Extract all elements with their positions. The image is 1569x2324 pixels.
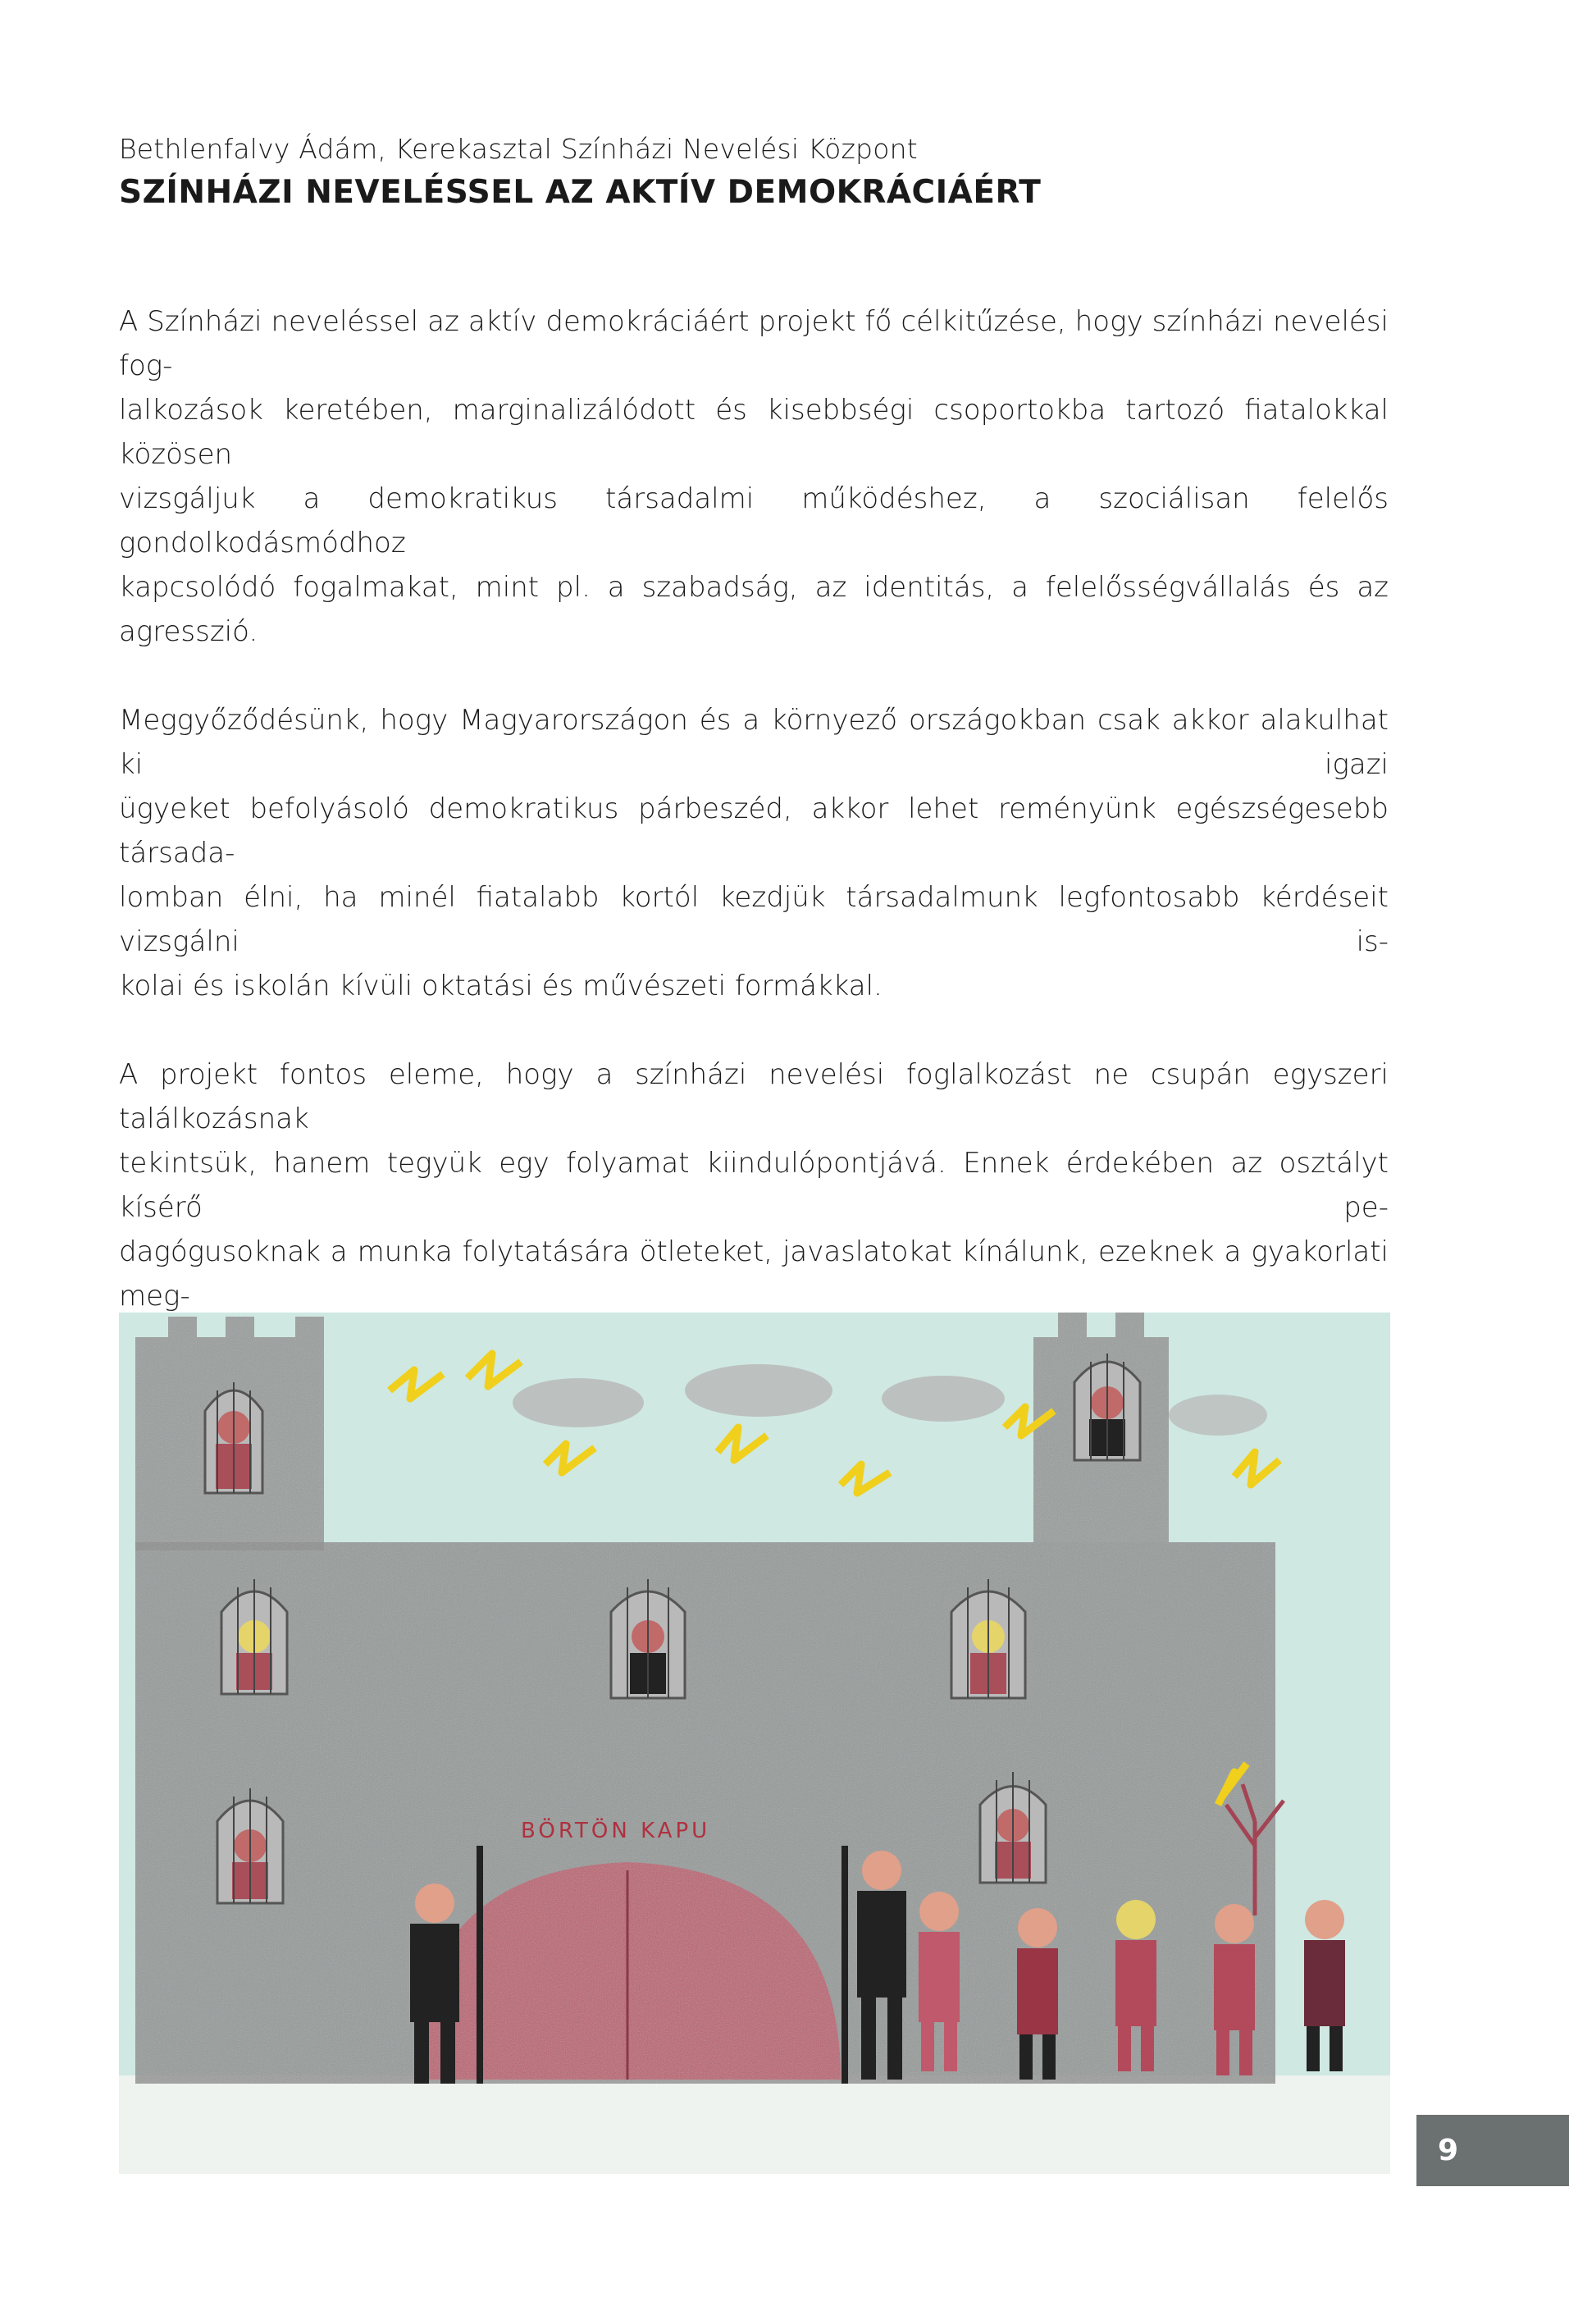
page-number — [1416, 2115, 1569, 2186]
cloud — [513, 1378, 644, 1427]
author-line: Bethlenfalvy Ádám, Kerekasztal Színházi Nevelési Központ — [119, 133, 918, 165]
cloud — [685, 1364, 832, 1417]
text-line: kapcsolódó fogalmakat, mint pl. a szabadság, az identitás, a felelősségvállalás és az agresszió. — [119, 571, 1389, 648]
cloud — [1169, 1395, 1267, 1436]
paragraph-2 — [119, 698, 1389, 1008]
paragraph-1 — [119, 299, 1389, 654]
text-line: kolai és iskolán kívüli oktatási és művészeti formákkal. — [119, 970, 883, 1002]
child-drawing-prison — [119, 1313, 1390, 2174]
cloud — [882, 1376, 1005, 1422]
text-line: Meggyőződésünk, hogy Magyarországon és a környező országokban csak akkor alakulhat ki igazi — [119, 704, 1389, 781]
text-line: A Színházi neveléssel az aktív demokráciáért projekt fő célkitűzése, hogy színházi nevelési fog- — [119, 305, 1389, 382]
text-line: lalkozások keretében, marginalizálódott és kisebbségi csoportokba tartozó fiatalokkal közösen — [119, 394, 1389, 471]
text-line: ügyeket befolyásoló demokratikus párbeszéd, akkor lehet reményünk egészségesebb társada- — [119, 792, 1389, 870]
ground — [119, 2075, 1390, 2174]
text-line: dagógusoknak a munka folytatására ötleteket, javaslatokat kínálunk, ezeknek a gyakorlati meg- — [119, 1235, 1389, 1313]
gate-label: BÖRTÖN KAPU — [521, 1819, 711, 1843]
text-line: vizsgáljuk a demokratikus társadalmi működéshez, a szociálisan felelős gondolkodásmódhoz — [119, 482, 1389, 559]
page-title: SZÍNHÁZI NEVELÉSSEL AZ AKTÍV DEMOKRÁCIÁÉRT — [119, 174, 1042, 211]
text-line: tekintsük, hanem tegyük egy folyamat kiindulópontjává. Ennek érdekében az osztályt kísérő pe- — [119, 1147, 1389, 1224]
text-line: lomban élni, ha minél fiatalabb kortól kezdjük társadalmunk legfontosabb kérdéseit vizsgálni is- — [119, 881, 1389, 958]
text-line: A projekt fontos eleme, hogy a színházi nevelési foglalkozást ne csupán egyszeri találkozásnak — [119, 1058, 1389, 1135]
page-number-label: 9 — [1438, 2134, 1459, 2167]
